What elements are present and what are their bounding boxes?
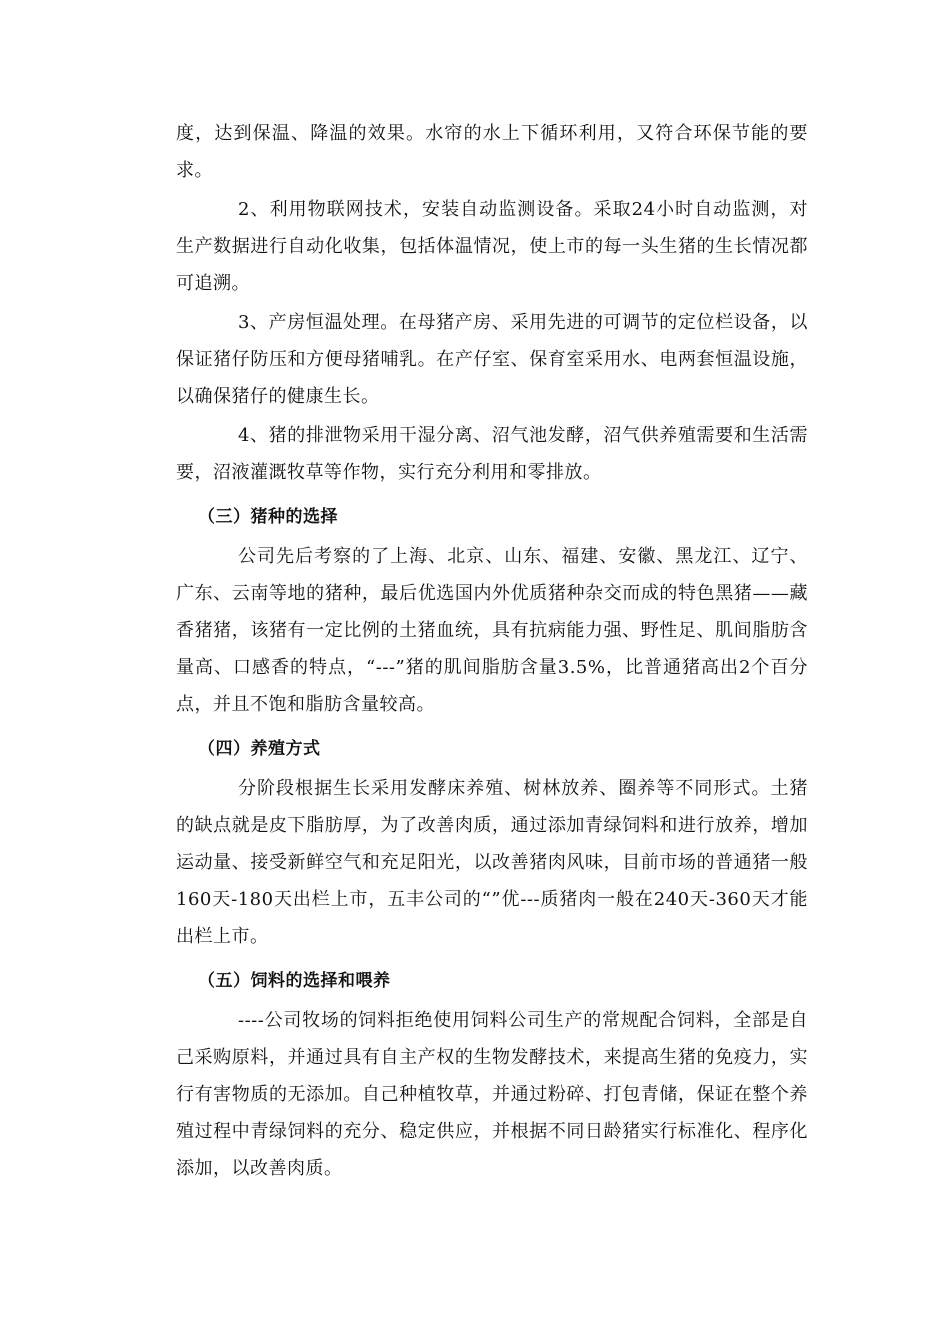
- paragraph-breed: 公司先后考察的了上海、北京、山东、福建、安徽、黑龙江、辽宁、广东、云南等地的猪种，最后优选国内外优质猪种杂交而成的特色黑猪——藏香猪猪，该猪有一定比例的土猪血统，具有抗病能力强、野性足、肌间脂肪含量高、口感香的特点，“---”猪的肌间脂肪含量3.5%，比普通猪高出2个百分点，并且不饱和脂肪含量较高。: [176, 546, 808, 715]
- paragraph-continuation: 度，达到保温、降温的效果。水帘的水上下循环利用，又符合环保节能的要求。: [176, 123, 808, 181]
- document-body: [176, 115, 808, 1187]
- paragraph-item-2: 2、利用物联网技术，安装自动监测设备。采取24小时自动监测，对生产数据进行自动化收集，包括体温情况，使上市的每一头生猪的生长情况都可追溯。: [176, 199, 808, 294]
- paragraph-item-4: 4、猪的排泄物采用干湿分离、沼气池发酵，沼气供养殖需要和生活需要，沼液灌溉牧草等作物，实行充分利用和零排放。: [176, 425, 808, 483]
- paragraph-item-3: 3、产房恒温处理。在母猪产房、采用先进的可调节的定位栏设备，以保证猪仔防压和方便母猪哺乳。在产仔室、保育室采用水、电两套恒温设施，以确保猪仔的健康生长。: [176, 312, 808, 407]
- section-heading-breed: （三）猪种的选择: [198, 507, 338, 527]
- paragraph-feed: ----公司牧场的饲料拒绝使用饲料公司生产的常规配合饲料，全部是自己采购原料，并通过具有自主产权的生物发酵技术，来提高生猪的免疫力，实行有害物质的无添加。自己种植牧草，并通过粉碎、打包青储，保证在整个养殖过程中青绿饲料的充分、稳定供应，并根据不同日龄猪实行标准化、程序化添加，以改善肉质。: [176, 1010, 808, 1179]
- paragraph-farming-method: 分阶段根据生长采用发酵床养殖、树林放养、圈养等不同形式。土猪的缺点就是皮下脂肪厚，为了改善肉质，通过添加青绿饲料和进行放养，增加运动量、接受新鲜空气和充足阳光，以改善猪肉风味，目前市场的普通猪一般160天-180天出栏上市，五丰公司的“”优---质猪肉一般在240天-360天才能出栏上市。: [176, 778, 808, 947]
- section-heading-farming-method: （四）养殖方式: [198, 739, 321, 759]
- section-heading-feed: （五）饲料的选择和喂养: [198, 971, 391, 991]
